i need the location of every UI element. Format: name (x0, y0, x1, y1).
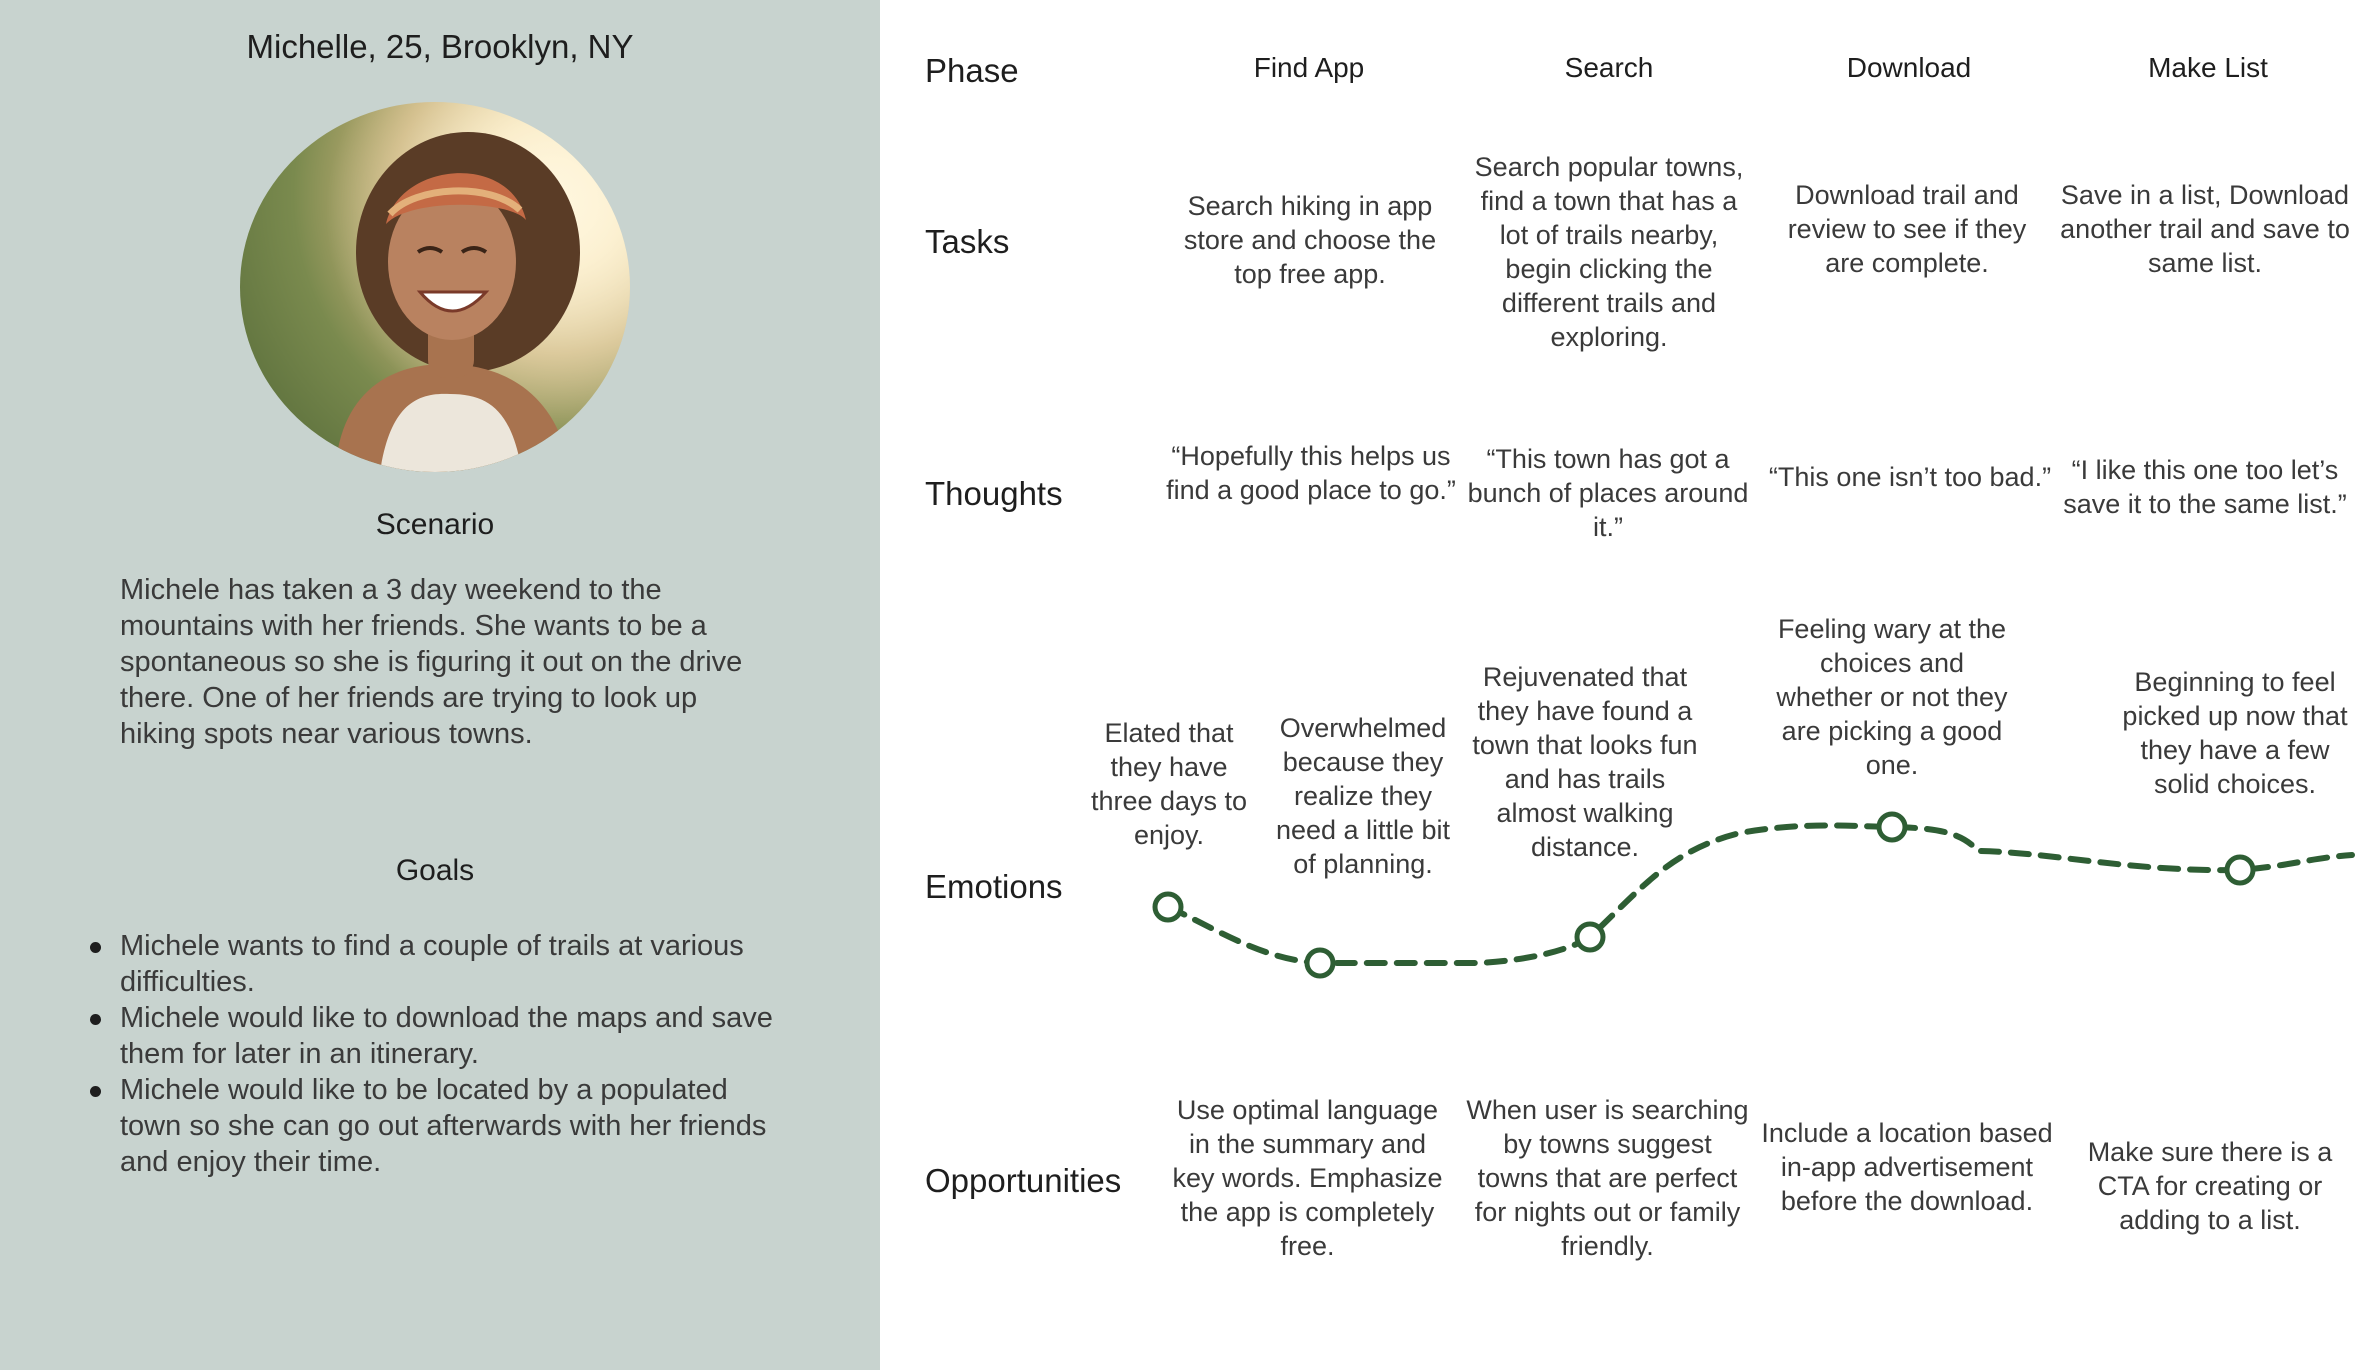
task-make-list: Save in a list, Download another trail and save to same list. (2060, 180, 2350, 278)
emotion-point (1307, 950, 1333, 976)
row-label-opportunities: Opportunities (925, 1162, 1122, 1199)
emotion-rejuvenated: Rejuvenated that they have found a town that looks fun and has trails almost walking distance. (1472, 662, 1698, 862)
opportunity-make-list: Make sure there is a CTA for creating or adding to a list. (2087, 1137, 2333, 1235)
emotion-picked-up: Beginning to feel picked up now that they have a few solid choices. (2122, 667, 2348, 799)
row-label-tasks: Tasks (925, 223, 1010, 260)
scenario-title: Scenario (375, 508, 495, 541)
task-find-app: Search hiking in app store and choose the top free app. (1183, 191, 1437, 289)
task-download: Download trail and review to see if they are complete. (1787, 180, 2027, 278)
thought-find-app: “Hopefully this helps us find a good place to go.” (1166, 441, 1456, 505)
phase-search: Search (1564, 52, 1654, 83)
emotion-point (1577, 924, 1603, 950)
emotion-curve-line (1168, 825, 2352, 963)
thought-search: “This town has got a bunch of places around it.” (1467, 444, 1749, 542)
opportunity-search: When user is searching by towns suggest towns that are perfect for nights out or family friendly. (1466, 1095, 1749, 1261)
opportunity-find-app: Use optimal language in the summary and key words. Emphasize the app is completely free. (1172, 1095, 1443, 1261)
task-search: Search popular towns, find a town that has a lot of trails nearby, begin clicking the different trails and exploring. (1474, 152, 1744, 352)
goal-item: Michele would like to be located by a populated town so she can go out afterwards with her friends and enjoy their time. (86, 1072, 786, 1180)
thought-download: “This one isn’t too bad.” (1768, 462, 2052, 492)
goal-item: Michele would like to download the maps and save them for later in an itinerary. (86, 1000, 786, 1072)
thought-make-list: “I like this one too let’s save it to the same list.” (2063, 455, 2347, 519)
goal-item: Michele wants to find a couple of trails at various difficulties. (86, 928, 786, 1000)
emotion-elated: Elated that they have three days to enjoy. (1090, 718, 1248, 850)
persona-name: Michelle, 25, Brooklyn, NY (246, 28, 634, 65)
row-label-thoughts: Thoughts (925, 475, 1063, 512)
row-label-emotions: Emotions (925, 868, 1063, 905)
phase-make-list: Make List (2148, 52, 2268, 83)
emotion-point (1155, 894, 1181, 920)
row-label-phase: Phase (925, 52, 1019, 89)
phase-find-app: Find App (1253, 52, 1365, 83)
phase-download: Download (1846, 52, 1972, 83)
emotion-point (2227, 857, 2253, 883)
scenario-text: Michele has taken a 3 day weekend to the mountains with her friends. She wants to be a spontaneous so she is figuring it out on the drive there. One of her friends are trying to look up hiking spots near various towns. (120, 574, 743, 750)
goals-title: Goals (395, 854, 475, 887)
emotion-wary: Feeling wary at the choices and whether or not they are picking a good one. (1776, 614, 2008, 780)
emotion-point (1879, 814, 1905, 840)
emotion-overwhelmed: Overwhelmed because they realize they need a little bit of planning. (1275, 713, 1451, 879)
opportunity-download: Include a location based in-app advertisement before the download. (1761, 1118, 2053, 1216)
